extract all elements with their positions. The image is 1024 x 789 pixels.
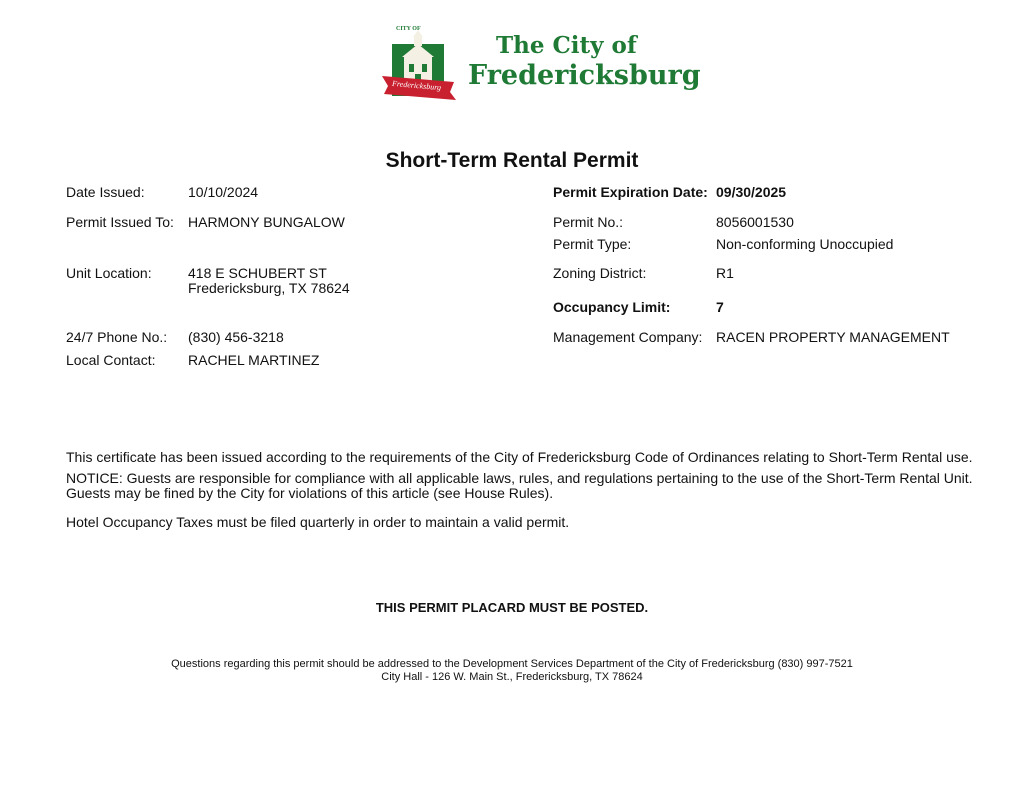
unit-location-line1: 418 E SCHUBERT ST — [188, 265, 327, 281]
permit-no-label: Permit No.: — [553, 214, 624, 230]
notice-text-line1: NOTICE: Guests are responsible for compliance with all applicable laws, rules, and regulations pertaining to the use of the Short-Term Rental Unit. — [66, 470, 973, 486]
unit-location-line2: Fredericksburg, TX 78624 — [188, 280, 350, 296]
posted-notice: THIS PERMIT PLACARD MUST BE POSTED. — [375, 600, 649, 615]
local-contact-label: Local Contact: — [66, 352, 156, 368]
date-issued-label: Date Issued: — [66, 184, 145, 200]
issued-to-value: HARMONY BUNGALOW — [188, 214, 345, 230]
management-label: Management Company: — [553, 329, 703, 345]
permit-type-value: Non-conforming Unoccupied — [716, 236, 894, 252]
management-value: RACEN PROPERTY MANAGEMENT — [716, 329, 950, 345]
date-issued-value: 10/10/2024 — [188, 184, 259, 200]
expiration-label: Permit Expiration Date: — [553, 184, 708, 200]
city-seal-icon — [380, 26, 460, 102]
phone-label: 24/7 Phone No.: — [66, 329, 168, 345]
zoning-value: R1 — [716, 265, 734, 281]
logo-wordmark-line2: Fredericksburg — [468, 60, 701, 91]
local-contact-value: RACHEL MARTINEZ — [188, 352, 320, 368]
notice-text-line2: Guests may be fined by the City for violations of this article (see House Rules). — [66, 485, 554, 501]
phone-value: (830) 456-3218 — [188, 329, 284, 345]
issued-to-label: Permit Issued To: — [66, 214, 174, 230]
footer-line2: City Hall - 126 W. Main St., Fredericksburg, TX 78624 — [381, 671, 643, 683]
zoning-label: Zoning District: — [553, 265, 647, 281]
unit-location-label: Unit Location: — [66, 265, 152, 281]
taxes-text: Hotel Occupancy Taxes must be filed quarterly in order to maintain a valid permit. — [66, 514, 570, 530]
occupancy-value: 7 — [716, 299, 724, 315]
page-title: Short-Term Rental Permit — [385, 149, 639, 172]
certificate-text: This certificate has been issued according to the requirements of the City of Fredericksburg Code of Ordinances relating to Short-Term Rental use. — [66, 449, 973, 465]
permit-no-value: 8056001530 — [716, 214, 794, 230]
seal-ribbon-text: Fredericksburg — [391, 78, 442, 93]
city-logo — [380, 26, 701, 102]
footer — [0, 658, 1024, 684]
expiration-value: 09/30/2025 — [716, 184, 787, 200]
occupancy-label: Occupancy Limit: — [553, 299, 671, 315]
footer-line1: Questions regarding this permit should be addressed to the Development Services Department of the City of Fredericksburg (830) 997-7521 — [171, 658, 853, 670]
logo-wordmark-line1: The City of — [496, 32, 637, 59]
seal-top-text: CITY OF — [396, 26, 421, 32]
permit-type-label: Permit Type: — [553, 236, 632, 252]
